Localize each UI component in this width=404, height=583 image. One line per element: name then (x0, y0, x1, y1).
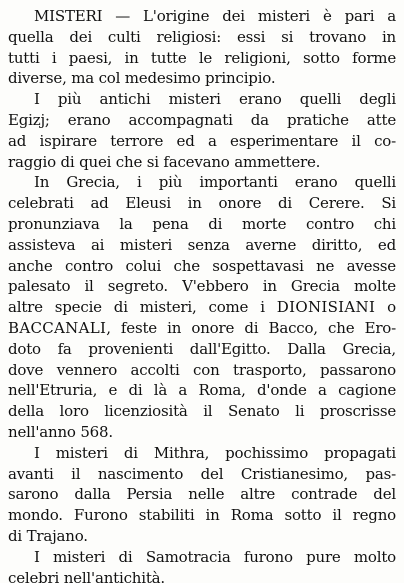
text-line: diverse, ma col medesimo principio. (8, 69, 276, 88)
text-line: I misteri di Samotracia furono pure molto (34, 547, 396, 566)
text-line: I più antichi misteri erano quelli degli (34, 90, 396, 109)
text-run: , feste in onore di Bacco, che Ero- (106, 318, 396, 337)
text-line: della loro licenziosità il Senato li proscrisse (8, 402, 396, 421)
text-line: I misteri di Mithra, pochissimo propagati (34, 443, 396, 462)
text-line: In Grecia, i più importanti erano quelli (34, 173, 396, 192)
text-line: MISTERI — L'origine dei misteri è pari a (34, 7, 396, 25)
text-line: nell'anno 568. (8, 422, 113, 441)
text-line: pronunziava la pena di morte contro chi (8, 214, 396, 233)
text-run: o (387, 298, 397, 317)
text-line: Egizj; erano accompagnati da pratiche atte (8, 110, 396, 129)
text-line: dove vennero accolti con trasporto, passarono (8, 360, 396, 379)
text-line: avanti il nascimento del Cristianesimo, pas- (8, 464, 396, 483)
term-baccanali: BACCANALI (8, 318, 107, 337)
text-line: sarono dalla Persia nelle altre contrade del (8, 485, 396, 504)
text-line (8, 318, 396, 339)
text-line: di Trajano. (8, 526, 88, 545)
text-line: celebrati ad Eleusi in onore di Cerere. Si (8, 194, 396, 213)
text-line: nell'Etruria, e di là a Roma, d'onde a cagione (8, 381, 396, 400)
text-line: celebri nell'antichità. (8, 568, 165, 583)
article-text (8, 6, 396, 583)
text-line: ad ispirare terrore ed a esperimentare il co- (8, 131, 396, 150)
text-line: palesato il segreto. V'ebbero in Grecia molte (8, 277, 396, 296)
text-line: anche contro colui che sospettavasi ne avesse (8, 256, 396, 275)
text-line: raggio di quei che si facevano ammettere. (8, 152, 321, 171)
text-run: altre specie di misteri, come i (8, 298, 265, 317)
text-line: quella dei culti religiosi: essi si trovano in (8, 27, 396, 46)
text-line: tutti i paesi, in tutte le religioni, sotto forme (8, 48, 396, 67)
text-line: mondo. Furono stabiliti in Roma sotto il regno (8, 506, 396, 525)
text-line: doto fa provenienti dall'Egitto. Dalla Grecia, (8, 339, 396, 358)
term-dionisiani: DIONISIANI (276, 298, 376, 317)
text-line (8, 297, 396, 318)
text-line: assisteva ai misteri senza averne diritto, ed (8, 235, 396, 254)
